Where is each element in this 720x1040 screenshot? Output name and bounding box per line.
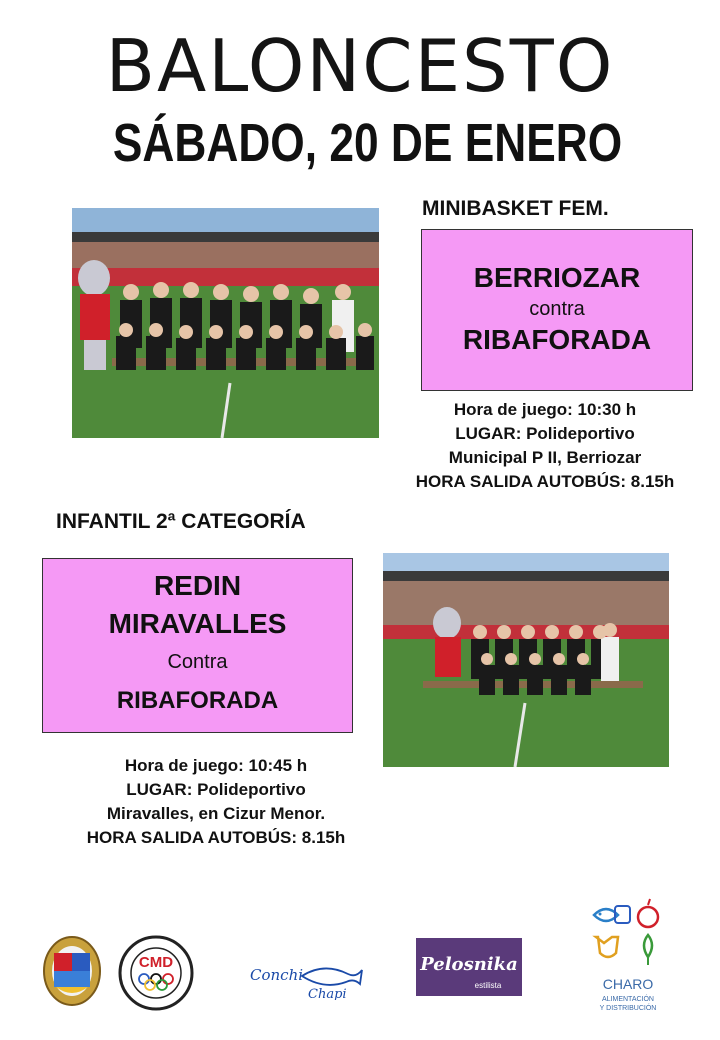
category-infantil: INFANTIL 2ª CATEGORÍA bbox=[56, 510, 306, 533]
away-team: RIBAFORADA bbox=[462, 324, 652, 355]
match-info-minibasket bbox=[370, 398, 720, 494]
versus-label: Contra bbox=[167, 651, 228, 673]
bus-departure: HORA SALIDA AUTOBÚS: 8.15h bbox=[86, 828, 346, 847]
svg-text:CMD: CMD bbox=[138, 954, 174, 971]
venue-line2: Municipal P II, Berriozar bbox=[448, 448, 642, 467]
charo-logo bbox=[590, 895, 666, 1015]
pelosnika-logo bbox=[416, 938, 522, 996]
game-time: Hora de juego: 10:45 h bbox=[124, 756, 308, 775]
venue-line2: Miravalles, en Cizur Menor. bbox=[106, 804, 326, 823]
venue-line1: LUGAR: Polideportivo bbox=[126, 780, 306, 799]
poster-title: BALONCESTO bbox=[105, 24, 615, 108]
charo-sub2: Y DISTRIBUCIÓN bbox=[599, 1005, 657, 1012]
cmd-ribaforada-logo bbox=[118, 935, 194, 1011]
home-team-line2: MIRAVALLES bbox=[108, 608, 287, 639]
municipal-crest-logo bbox=[42, 935, 102, 1007]
conchi-text: Conchi bbox=[250, 966, 304, 984]
match-box-minibasket bbox=[421, 229, 693, 391]
chapi-text: Chapi bbox=[308, 987, 347, 1000]
match-info-infantil bbox=[36, 754, 396, 850]
charo-text: CHARO bbox=[602, 976, 654, 992]
home-team: BERRIOZAR bbox=[473, 262, 641, 293]
team-photo-infantil bbox=[383, 553, 669, 767]
game-time: Hora de juego: 10:30 h bbox=[453, 400, 637, 419]
bus-departure: HORA SALIDA AUTOBÚS: 8.15h bbox=[415, 472, 675, 491]
estilista-text: estilista bbox=[474, 981, 502, 990]
away-team: RIBAFORADA bbox=[116, 687, 279, 714]
category-minibasket: MINIBASKET FEM. bbox=[422, 197, 609, 220]
team-photo-minibasket bbox=[72, 208, 379, 438]
event-date: SÁBADO, 20 DE ENERO bbox=[112, 113, 623, 173]
versus-label: contra bbox=[529, 298, 585, 320]
charo-sub1: ALIMENTACIÓN bbox=[602, 996, 654, 1003]
home-team-line1: REDIN bbox=[153, 570, 242, 601]
match-box-infantil bbox=[42, 558, 353, 733]
pelosnika-text: Pelosnika bbox=[420, 954, 518, 975]
conchi-chapi-logo bbox=[246, 960, 366, 1000]
venue-line1: LUGAR: Polideportivo bbox=[455, 424, 635, 443]
